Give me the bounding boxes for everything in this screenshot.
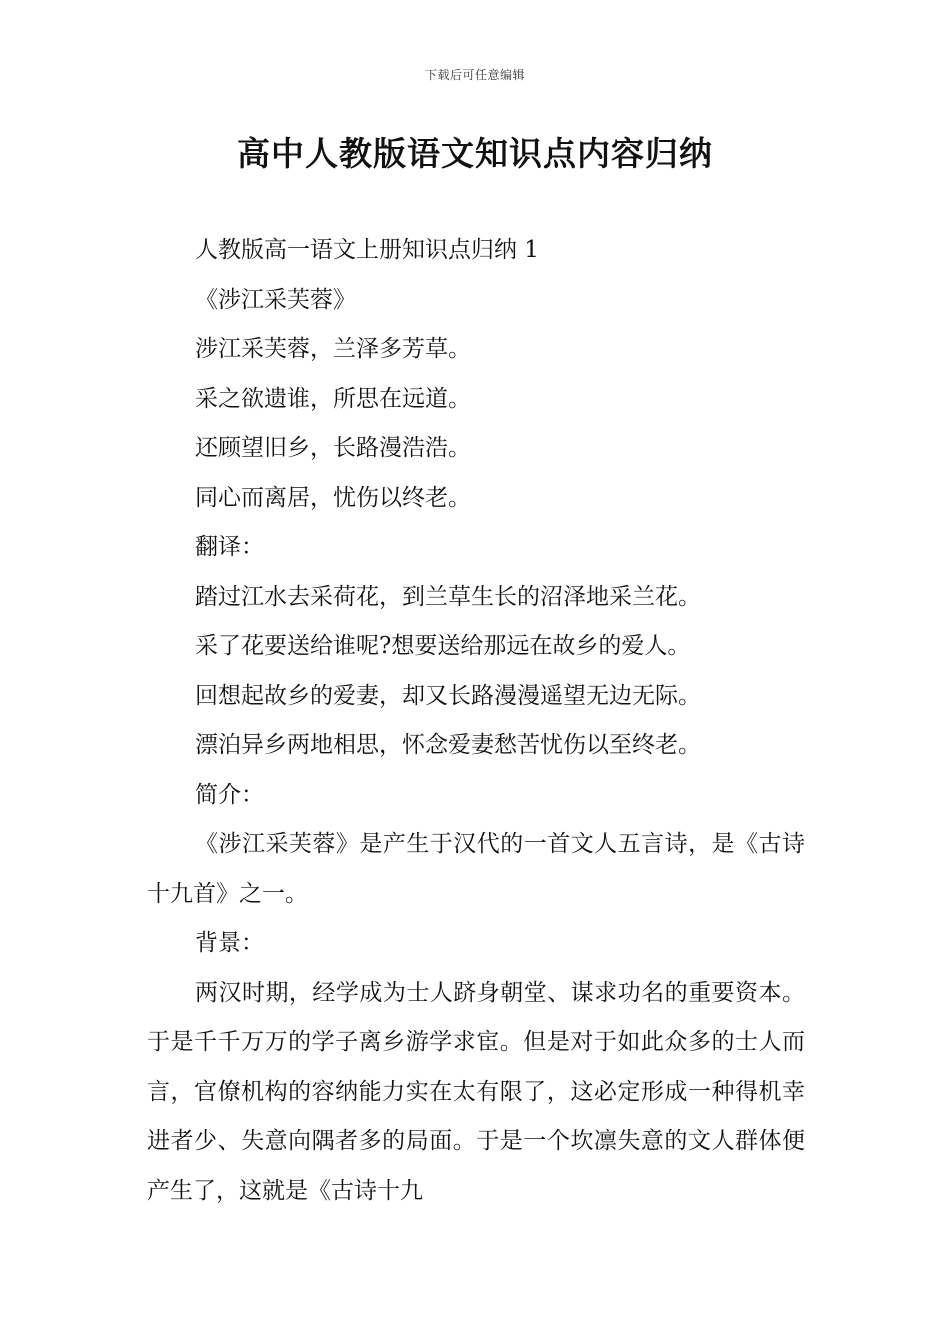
translation-line: 采了花要送给谁呢?想要送给那远在故乡的爱人。 [195, 633, 691, 659]
translation-line: 回想起故乡的爱妻，却又长路漫漫遥望无边无际。 [195, 682, 701, 709]
background-heading: 背景： [195, 930, 264, 956]
header-note: 下载后可任意编辑 [424, 68, 525, 82]
document-title: 高中人教版语文知识点内容归纳 [237, 134, 713, 173]
translation-line: 踏过江水去采荷花，到兰草生长的沼泽地采兰花。 [195, 583, 701, 610]
translation-line: 漂泊异乡两地相思，怀念爱妻愁苦忧伤以至终老。 [195, 732, 701, 758]
intro-heading: 简介： [195, 781, 264, 808]
document-body [147, 226, 805, 1216]
poem-line: 采之欲遗谁，所思在远道。 [195, 385, 471, 412]
poem-title: 《涉江采芙蓉》 [195, 286, 356, 313]
poem-line: 涉江采芙蓉，兰泽多芳草。 [195, 336, 471, 362]
poem-line: 同心而离居，忧伤以终老。 [195, 484, 471, 511]
intro-paragraph: 《涉江采芙蓉》是产生于汉代的一首文人五言诗，是《古诗十九首》之一。 [147, 831, 805, 907]
background-paragraph: 两汉时期，经学成为士人跻身朝堂、谋求功名的重要资本。于是千千万万的学子离乡游学求宦。但是对于如此众多的士人而言，官僚机构的容纳能力实在太有限了，这必定形成一种得机幸进者少、失意向隅者多的局面。于是一个坎凛失意的文人群体便产生了，这就是《古诗十九 [147, 979, 805, 1204]
translation-heading: 翻译： [195, 534, 264, 560]
section-subtitle: 人教版高一语文上册知识点归纳 1 [195, 237, 539, 263]
poem-line: 还顾望旧乡，长路漫浩浩。 [195, 435, 471, 461]
